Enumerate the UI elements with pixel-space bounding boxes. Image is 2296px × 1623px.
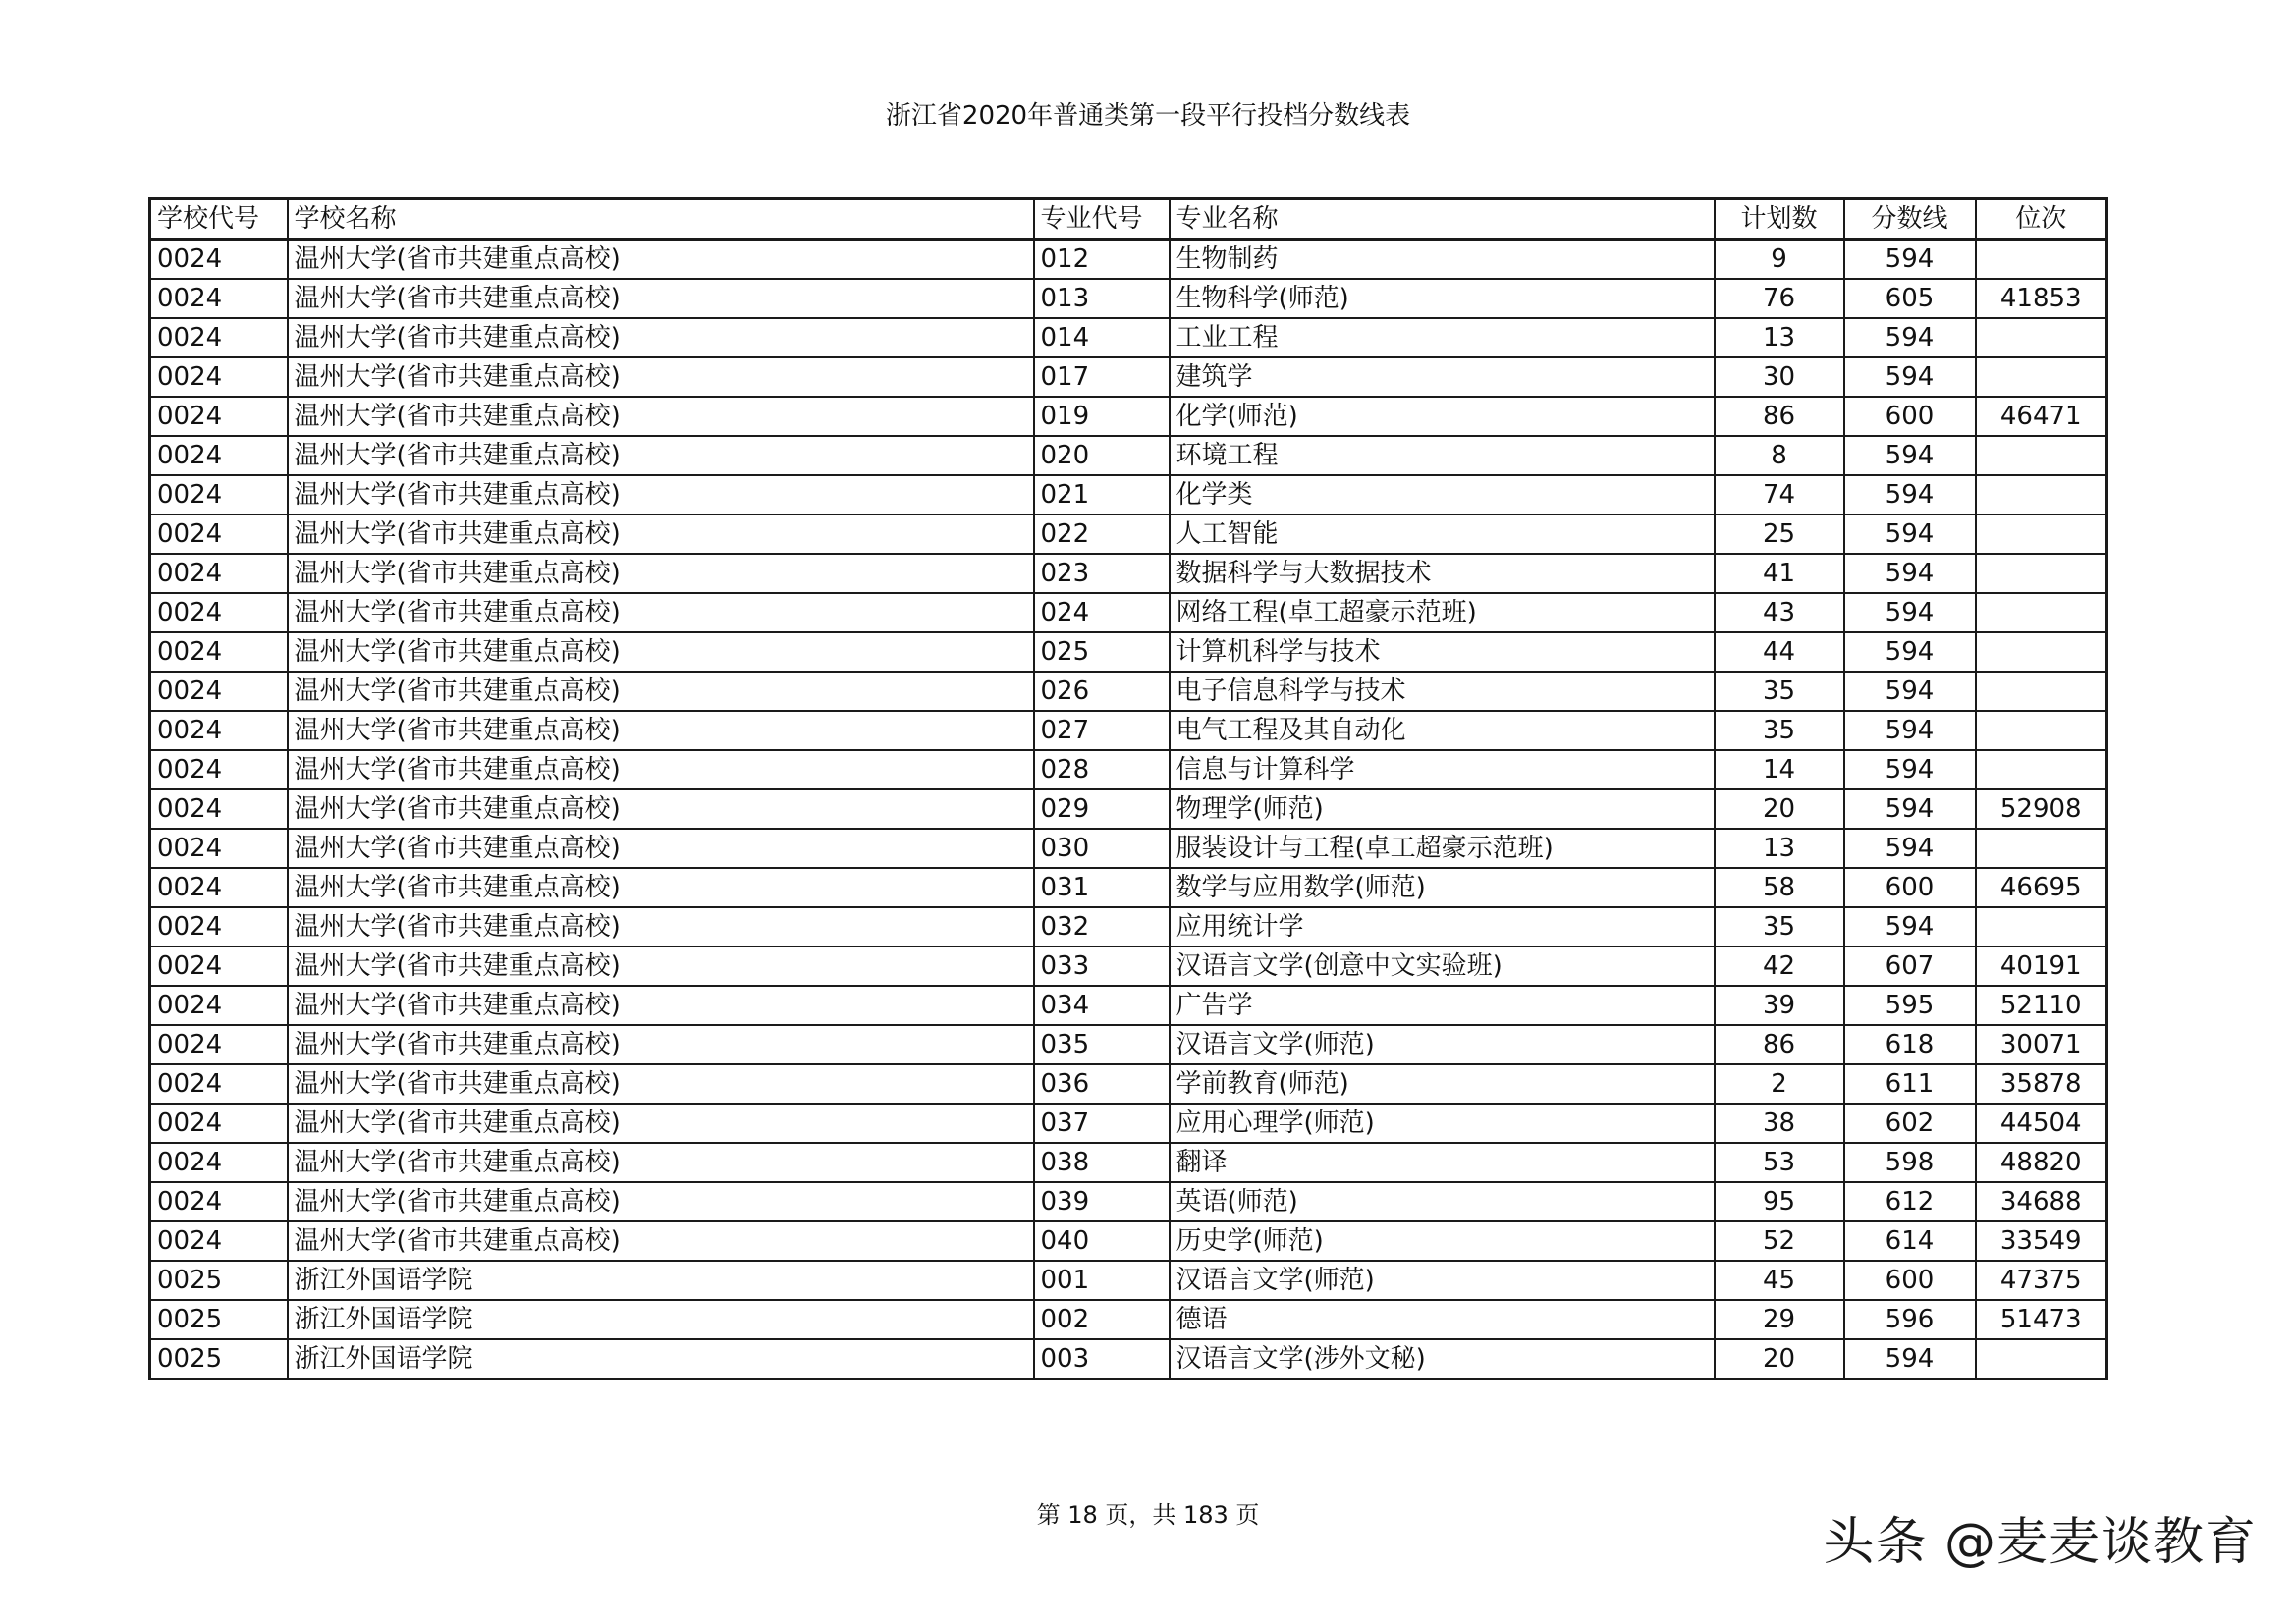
table-row xyxy=(150,1025,2107,1064)
cell-school-name: 温州大学(省市共建重点高校) xyxy=(288,514,1034,554)
cell-rank xyxy=(1976,318,2107,357)
table-row xyxy=(150,1064,2107,1104)
table-row xyxy=(150,632,2107,672)
cell-school-name: 温州大学(省市共建重点高校) xyxy=(288,1182,1034,1221)
cell-score-line: 594 xyxy=(1844,357,1976,397)
cell-rank: 44504 xyxy=(1976,1104,2107,1143)
cell-school-code: 0024 xyxy=(150,789,288,829)
cell-school-code: 0024 xyxy=(150,829,288,868)
header-school-code: 学校代号 xyxy=(150,199,288,240)
cell-score-line: 594 xyxy=(1844,554,1976,593)
cell-school-name: 温州大学(省市共建重点高校) xyxy=(288,789,1034,829)
cell-school-name: 温州大学(省市共建重点高校) xyxy=(288,868,1034,907)
cell-school-name: 温州大学(省市共建重点高校) xyxy=(288,829,1034,868)
cell-score-line: 594 xyxy=(1844,750,1976,789)
cell-school-code: 0024 xyxy=(150,1025,288,1064)
cell-major-name: 应用心理学(师范) xyxy=(1170,1104,1715,1143)
cell-major-code: 035 xyxy=(1034,1025,1170,1064)
cell-plan-count: 86 xyxy=(1715,397,1844,436)
table-row xyxy=(150,1182,2107,1221)
cell-rank xyxy=(1976,357,2107,397)
cell-school-name: 浙江外国语学院 xyxy=(288,1300,1034,1339)
table-row xyxy=(150,868,2107,907)
cell-school-code: 0024 xyxy=(150,279,288,318)
cell-major-name: 化学(师范) xyxy=(1170,397,1715,436)
cell-rank: 51473 xyxy=(1976,1300,2107,1339)
cell-major-name: 汉语言文学(师范) xyxy=(1170,1261,1715,1300)
cell-rank: 52908 xyxy=(1976,789,2107,829)
cell-score-line: 594 xyxy=(1844,711,1976,750)
table-row xyxy=(150,593,2107,632)
cell-major-name: 电气工程及其自动化 xyxy=(1170,711,1715,750)
cell-major-code: 023 xyxy=(1034,554,1170,593)
cell-major-name: 汉语言文学(创意中文实验班) xyxy=(1170,947,1715,986)
cell-plan-count: 38 xyxy=(1715,1104,1844,1143)
cell-school-code: 0024 xyxy=(150,318,288,357)
cell-score-line: 605 xyxy=(1844,279,1976,318)
cell-major-name: 生物制药 xyxy=(1170,240,1715,280)
cell-rank: 40191 xyxy=(1976,947,2107,986)
cell-rank xyxy=(1976,514,2107,554)
cell-score-line: 595 xyxy=(1844,986,1976,1025)
cell-plan-count: 58 xyxy=(1715,868,1844,907)
cell-school-name: 温州大学(省市共建重点高校) xyxy=(288,240,1034,280)
cell-major-code: 001 xyxy=(1034,1261,1170,1300)
table-row xyxy=(150,947,2107,986)
cell-major-name: 汉语言文学(师范) xyxy=(1170,1025,1715,1064)
header-row xyxy=(150,199,2107,240)
cell-school-name: 温州大学(省市共建重点高校) xyxy=(288,357,1034,397)
cell-major-name: 人工智能 xyxy=(1170,514,1715,554)
table-row xyxy=(150,436,2107,475)
cell-score-line: 594 xyxy=(1844,514,1976,554)
table-row xyxy=(150,986,2107,1025)
cell-rank: 34688 xyxy=(1976,1182,2107,1221)
cell-plan-count: 14 xyxy=(1715,750,1844,789)
cell-major-code: 026 xyxy=(1034,672,1170,711)
cell-major-code: 032 xyxy=(1034,907,1170,947)
cell-school-name: 温州大学(省市共建重点高校) xyxy=(288,1221,1034,1261)
cell-major-name: 翻译 xyxy=(1170,1143,1715,1182)
cell-plan-count: 8 xyxy=(1715,436,1844,475)
cell-major-code: 012 xyxy=(1034,240,1170,280)
cell-major-name: 数据科学与大数据技术 xyxy=(1170,554,1715,593)
cell-major-name: 生物科学(师范) xyxy=(1170,279,1715,318)
cell-school-code: 0024 xyxy=(150,357,288,397)
cell-major-code: 003 xyxy=(1034,1339,1170,1380)
header-score-line: 分数线 xyxy=(1844,199,1976,240)
watermark: 头条 @麦麦谈教育 xyxy=(1823,1513,2257,1572)
table-row xyxy=(150,1339,2107,1380)
header-major-name: 专业名称 xyxy=(1170,199,1715,240)
cell-major-code: 040 xyxy=(1034,1221,1170,1261)
cell-major-name: 环境工程 xyxy=(1170,436,1715,475)
cell-major-code: 022 xyxy=(1034,514,1170,554)
cell-plan-count: 20 xyxy=(1715,1339,1844,1380)
cell-plan-count: 41 xyxy=(1715,554,1844,593)
cell-major-code: 036 xyxy=(1034,1064,1170,1104)
cell-major-code: 024 xyxy=(1034,593,1170,632)
cell-rank xyxy=(1976,554,2107,593)
cell-school-code: 0024 xyxy=(150,436,288,475)
cell-plan-count: 39 xyxy=(1715,986,1844,1025)
cell-school-code: 0024 xyxy=(150,868,288,907)
cell-school-name: 温州大学(省市共建重点高校) xyxy=(288,1064,1034,1104)
cell-score-line: 594 xyxy=(1844,829,1976,868)
cell-school-name: 温州大学(省市共建重点高校) xyxy=(288,279,1034,318)
cell-school-name: 温州大学(省市共建重点高校) xyxy=(288,907,1034,947)
cell-major-name: 历史学(师范) xyxy=(1170,1221,1715,1261)
cell-major-code: 037 xyxy=(1034,1104,1170,1143)
page-footer: 第 18 页，共 183 页 xyxy=(1036,1501,1260,1529)
cell-score-line: 602 xyxy=(1844,1104,1976,1143)
cell-rank: 46695 xyxy=(1976,868,2107,907)
cell-plan-count: 30 xyxy=(1715,357,1844,397)
cell-rank xyxy=(1976,1339,2107,1380)
cell-rank xyxy=(1976,907,2107,947)
cell-score-line: 600 xyxy=(1844,868,1976,907)
cell-rank xyxy=(1976,240,2107,280)
cell-school-name: 温州大学(省市共建重点高校) xyxy=(288,947,1034,986)
cell-score-line: 614 xyxy=(1844,1221,1976,1261)
cell-rank: 33549 xyxy=(1976,1221,2107,1261)
table-row xyxy=(150,750,2107,789)
table-row xyxy=(150,789,2107,829)
cell-major-code: 039 xyxy=(1034,1182,1170,1221)
cell-plan-count: 25 xyxy=(1715,514,1844,554)
cell-major-code: 025 xyxy=(1034,632,1170,672)
table-row xyxy=(150,907,2107,947)
cell-plan-count: 35 xyxy=(1715,711,1844,750)
cell-major-code: 027 xyxy=(1034,711,1170,750)
cell-school-code: 0024 xyxy=(150,1104,288,1143)
cell-rank: 48820 xyxy=(1976,1143,2107,1182)
admission-score-table xyxy=(148,197,2108,1380)
cell-score-line: 594 xyxy=(1844,318,1976,357)
cell-score-line: 596 xyxy=(1844,1300,1976,1339)
cell-major-code: 033 xyxy=(1034,947,1170,986)
table-row xyxy=(150,1143,2107,1182)
cell-score-line: 594 xyxy=(1844,436,1976,475)
cell-major-code: 028 xyxy=(1034,750,1170,789)
cell-plan-count: 52 xyxy=(1715,1221,1844,1261)
cell-score-line: 594 xyxy=(1844,1339,1976,1380)
cell-school-code: 0025 xyxy=(150,1261,288,1300)
cell-school-code: 0024 xyxy=(150,986,288,1025)
cell-school-code: 0025 xyxy=(150,1339,288,1380)
cell-score-line: 594 xyxy=(1844,672,1976,711)
table-row xyxy=(150,1104,2107,1143)
cell-major-code: 038 xyxy=(1034,1143,1170,1182)
cell-major-name: 德语 xyxy=(1170,1300,1715,1339)
cell-score-line: 594 xyxy=(1844,907,1976,947)
cell-score-line: 598 xyxy=(1844,1143,1976,1182)
cell-score-line: 600 xyxy=(1844,397,1976,436)
table-header xyxy=(150,199,2107,240)
cell-school-code: 0024 xyxy=(150,554,288,593)
cell-rank xyxy=(1976,750,2107,789)
cell-rank: 30071 xyxy=(1976,1025,2107,1064)
cell-major-name: 英语(师范) xyxy=(1170,1182,1715,1221)
cell-major-code: 029 xyxy=(1034,789,1170,829)
cell-major-name: 计算机科学与技术 xyxy=(1170,632,1715,672)
cell-plan-count: 44 xyxy=(1715,632,1844,672)
cell-major-code: 034 xyxy=(1034,986,1170,1025)
cell-major-code: 002 xyxy=(1034,1300,1170,1339)
cell-school-code: 0024 xyxy=(150,750,288,789)
cell-score-line: 618 xyxy=(1844,1025,1976,1064)
cell-school-name: 温州大学(省市共建重点高校) xyxy=(288,711,1034,750)
cell-major-code: 020 xyxy=(1034,436,1170,475)
cell-school-code: 0024 xyxy=(150,632,288,672)
cell-major-name: 电子信息科学与技术 xyxy=(1170,672,1715,711)
cell-score-line: 594 xyxy=(1844,789,1976,829)
cell-school-name: 温州大学(省市共建重点高校) xyxy=(288,1143,1034,1182)
header-plan-count: 计划数 xyxy=(1715,199,1844,240)
cell-school-name: 温州大学(省市共建重点高校) xyxy=(288,436,1034,475)
cell-plan-count: 13 xyxy=(1715,318,1844,357)
cell-rank xyxy=(1976,593,2107,632)
cell-school-name: 温州大学(省市共建重点高校) xyxy=(288,986,1034,1025)
table-row xyxy=(150,318,2107,357)
cell-plan-count: 9 xyxy=(1715,240,1844,280)
cell-major-name: 广告学 xyxy=(1170,986,1715,1025)
cell-plan-count: 53 xyxy=(1715,1143,1844,1182)
table-row xyxy=(150,1221,2107,1261)
cell-school-name: 温州大学(省市共建重点高校) xyxy=(288,475,1034,514)
table-row xyxy=(150,240,2107,280)
cell-rank: 41853 xyxy=(1976,279,2107,318)
cell-school-code: 0025 xyxy=(150,1300,288,1339)
cell-plan-count: 74 xyxy=(1715,475,1844,514)
cell-plan-count: 13 xyxy=(1715,829,1844,868)
cell-school-code: 0024 xyxy=(150,240,288,280)
cell-school-name: 温州大学(省市共建重点高校) xyxy=(288,632,1034,672)
cell-major-code: 031 xyxy=(1034,868,1170,907)
cell-school-code: 0024 xyxy=(150,514,288,554)
cell-rank: 35878 xyxy=(1976,1064,2107,1104)
table-row xyxy=(150,279,2107,318)
cell-school-code: 0024 xyxy=(150,475,288,514)
cell-school-name: 浙江外国语学院 xyxy=(288,1261,1034,1300)
cell-score-line: 612 xyxy=(1844,1182,1976,1221)
cell-school-code: 0024 xyxy=(150,1143,288,1182)
cell-school-name: 温州大学(省市共建重点高校) xyxy=(288,397,1034,436)
cell-rank xyxy=(1976,632,2107,672)
cell-major-code: 014 xyxy=(1034,318,1170,357)
cell-plan-count: 45 xyxy=(1715,1261,1844,1300)
cell-school-name: 温州大学(省市共建重点高校) xyxy=(288,750,1034,789)
cell-school-code: 0024 xyxy=(150,907,288,947)
cell-plan-count: 35 xyxy=(1715,907,1844,947)
cell-rank xyxy=(1976,829,2107,868)
cell-rank xyxy=(1976,711,2107,750)
cell-major-code: 021 xyxy=(1034,475,1170,514)
cell-plan-count: 2 xyxy=(1715,1064,1844,1104)
cell-school-code: 0024 xyxy=(150,947,288,986)
cell-school-name: 温州大学(省市共建重点高校) xyxy=(288,1104,1034,1143)
cell-score-line: 594 xyxy=(1844,475,1976,514)
cell-school-code: 0024 xyxy=(150,1182,288,1221)
cell-major-name: 化学类 xyxy=(1170,475,1715,514)
cell-school-code: 0024 xyxy=(150,1221,288,1261)
cell-school-code: 0024 xyxy=(150,593,288,632)
cell-school-name: 温州大学(省市共建重点高校) xyxy=(288,672,1034,711)
cell-plan-count: 29 xyxy=(1715,1300,1844,1339)
table-row xyxy=(150,672,2107,711)
cell-rank xyxy=(1976,672,2107,711)
cell-rank: 52110 xyxy=(1976,986,2107,1025)
cell-major-name: 物理学(师范) xyxy=(1170,789,1715,829)
cell-school-name: 温州大学(省市共建重点高校) xyxy=(288,318,1034,357)
cell-school-code: 0024 xyxy=(150,1064,288,1104)
cell-score-line: 600 xyxy=(1844,1261,1976,1300)
cell-school-code: 0024 xyxy=(150,672,288,711)
cell-score-line: 594 xyxy=(1844,593,1976,632)
cell-plan-count: 86 xyxy=(1715,1025,1844,1064)
cell-rank: 47375 xyxy=(1976,1261,2107,1300)
cell-major-name: 建筑学 xyxy=(1170,357,1715,397)
cell-major-name: 汉语言文学(涉外文秘) xyxy=(1170,1339,1715,1380)
cell-major-code: 030 xyxy=(1034,829,1170,868)
header-rank: 位次 xyxy=(1976,199,2107,240)
cell-major-name: 应用统计学 xyxy=(1170,907,1715,947)
table-row xyxy=(150,711,2107,750)
cell-plan-count: 20 xyxy=(1715,789,1844,829)
table-row xyxy=(150,397,2107,436)
cell-major-name: 网络工程(卓工超豪示范班) xyxy=(1170,593,1715,632)
cell-plan-count: 95 xyxy=(1715,1182,1844,1221)
header-school-name: 学校名称 xyxy=(288,199,1034,240)
table-row xyxy=(150,475,2107,514)
cell-major-code: 013 xyxy=(1034,279,1170,318)
cell-score-line: 594 xyxy=(1844,240,1976,280)
cell-school-name: 温州大学(省市共建重点高校) xyxy=(288,554,1034,593)
cell-school-code: 0024 xyxy=(150,711,288,750)
cell-major-name: 信息与计算科学 xyxy=(1170,750,1715,789)
cell-score-line: 611 xyxy=(1844,1064,1976,1104)
cell-school-name: 浙江外国语学院 xyxy=(288,1339,1034,1380)
cell-score-line: 594 xyxy=(1844,632,1976,672)
cell-major-name: 数学与应用数学(师范) xyxy=(1170,868,1715,907)
cell-major-name: 工业工程 xyxy=(1170,318,1715,357)
table-row xyxy=(150,1300,2107,1339)
table-row xyxy=(150,829,2107,868)
table-row xyxy=(150,357,2107,397)
cell-score-line: 607 xyxy=(1844,947,1976,986)
cell-school-name: 温州大学(省市共建重点高校) xyxy=(288,593,1034,632)
cell-major-code: 019 xyxy=(1034,397,1170,436)
cell-school-code: 0024 xyxy=(150,397,288,436)
cell-rank xyxy=(1976,436,2107,475)
table-row xyxy=(150,1261,2107,1300)
cell-plan-count: 76 xyxy=(1715,279,1844,318)
cell-plan-count: 43 xyxy=(1715,593,1844,632)
header-major-code: 专业代号 xyxy=(1034,199,1170,240)
cell-rank xyxy=(1976,475,2107,514)
cell-major-name: 服装设计与工程(卓工超豪示范班) xyxy=(1170,829,1715,868)
cell-plan-count: 42 xyxy=(1715,947,1844,986)
table-row xyxy=(150,554,2107,593)
cell-major-code: 017 xyxy=(1034,357,1170,397)
table-row xyxy=(150,514,2107,554)
cell-plan-count: 35 xyxy=(1715,672,1844,711)
table-body xyxy=(150,240,2107,1380)
cell-major-name: 学前教育(师范) xyxy=(1170,1064,1715,1104)
cell-school-name: 温州大学(省市共建重点高校) xyxy=(288,1025,1034,1064)
cell-rank: 46471 xyxy=(1976,397,2107,436)
page-title: 浙江省2020年普通类第一段平行投档分数线表 xyxy=(885,101,1411,131)
